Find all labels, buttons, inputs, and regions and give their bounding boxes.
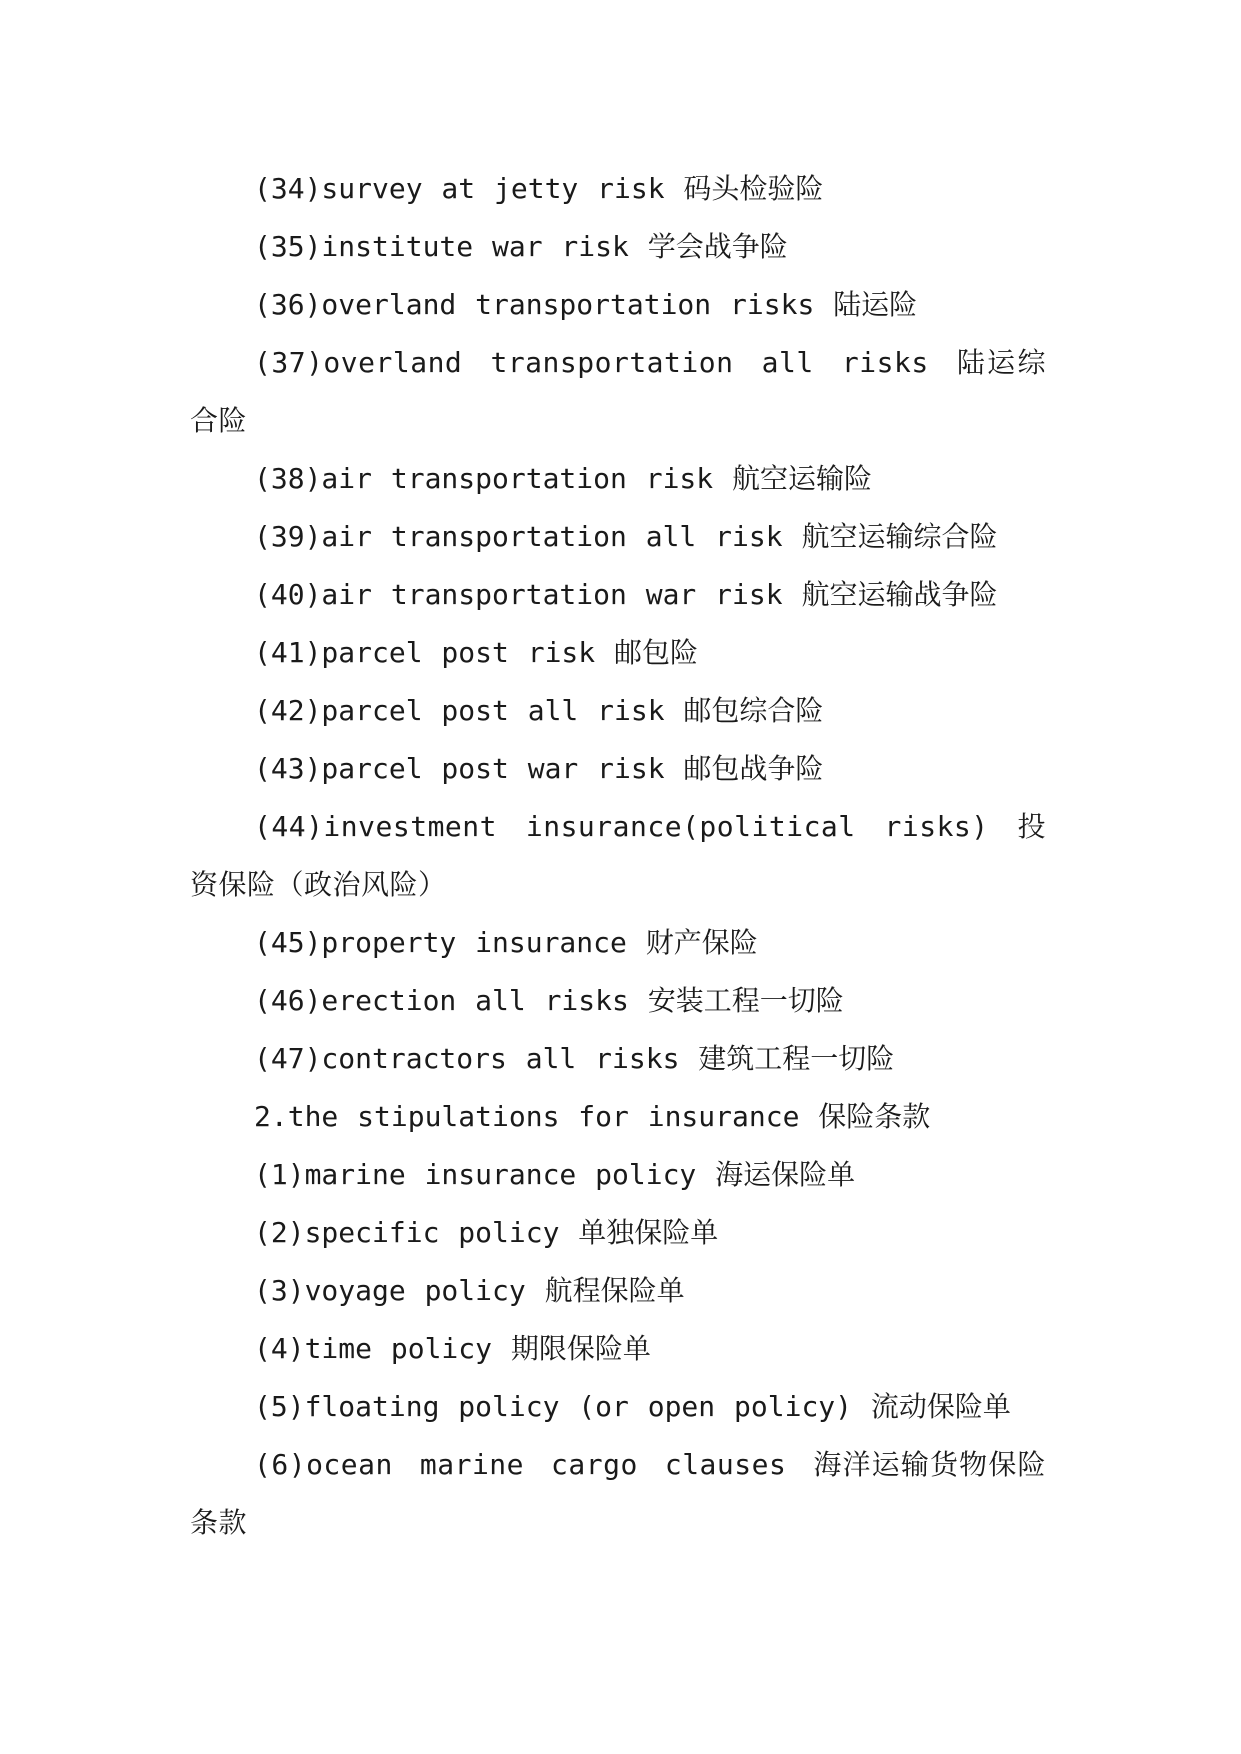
- list-item: (35)institute war risk 学会战争险: [254, 230, 788, 263]
- list-item: (36)overland transportation risks 陆运险: [254, 288, 918, 321]
- list-item: (42)parcel post all risk 邮包综合险: [254, 694, 824, 727]
- list-item: (40)air transportation war risk 航空运输战争险: [254, 578, 998, 611]
- list-item: (34)survey at jetty risk 码头检验险: [254, 172, 824, 205]
- list-item: (4)time policy 期限保险单: [254, 1332, 651, 1365]
- list-item: (2)specific policy 单独保险单: [254, 1216, 719, 1249]
- list-item: (38)air transportation risk 航空运输险: [254, 462, 873, 495]
- list-item: (39)air transportation all risk 航空运输综合险: [254, 520, 998, 553]
- document-body: [190, 160, 1046, 1552]
- list-item: (43)parcel post war risk 邮包战争险: [254, 752, 824, 785]
- list-item: (3)voyage policy 航程保险单: [254, 1274, 685, 1307]
- list-item: (37)overland transportation all risks 陆运综合险: [190, 346, 1046, 437]
- list-item: (44)investment insurance(political risks) 投资保险（政治风险）: [190, 810, 1046, 901]
- list-item: (47)contractors all risks 建筑工程一切险: [254, 1042, 895, 1075]
- list-item: (46)erection all risks 安装工程一切险: [254, 984, 844, 1017]
- list-item: (6)ocean marine cargo clauses 海洋运输货物保险条款: [190, 1448, 1046, 1539]
- list-item: (45)property insurance 财产保险: [254, 926, 758, 959]
- list-item: (1)marine insurance policy 海运保险单: [254, 1158, 856, 1191]
- section-heading: 2.the stipulations for insurance 保险条款: [254, 1100, 931, 1133]
- list-item: (41)parcel post risk 邮包险: [254, 636, 699, 669]
- list-item: (5)floating policy (or open policy) 流动保险单: [254, 1390, 1011, 1423]
